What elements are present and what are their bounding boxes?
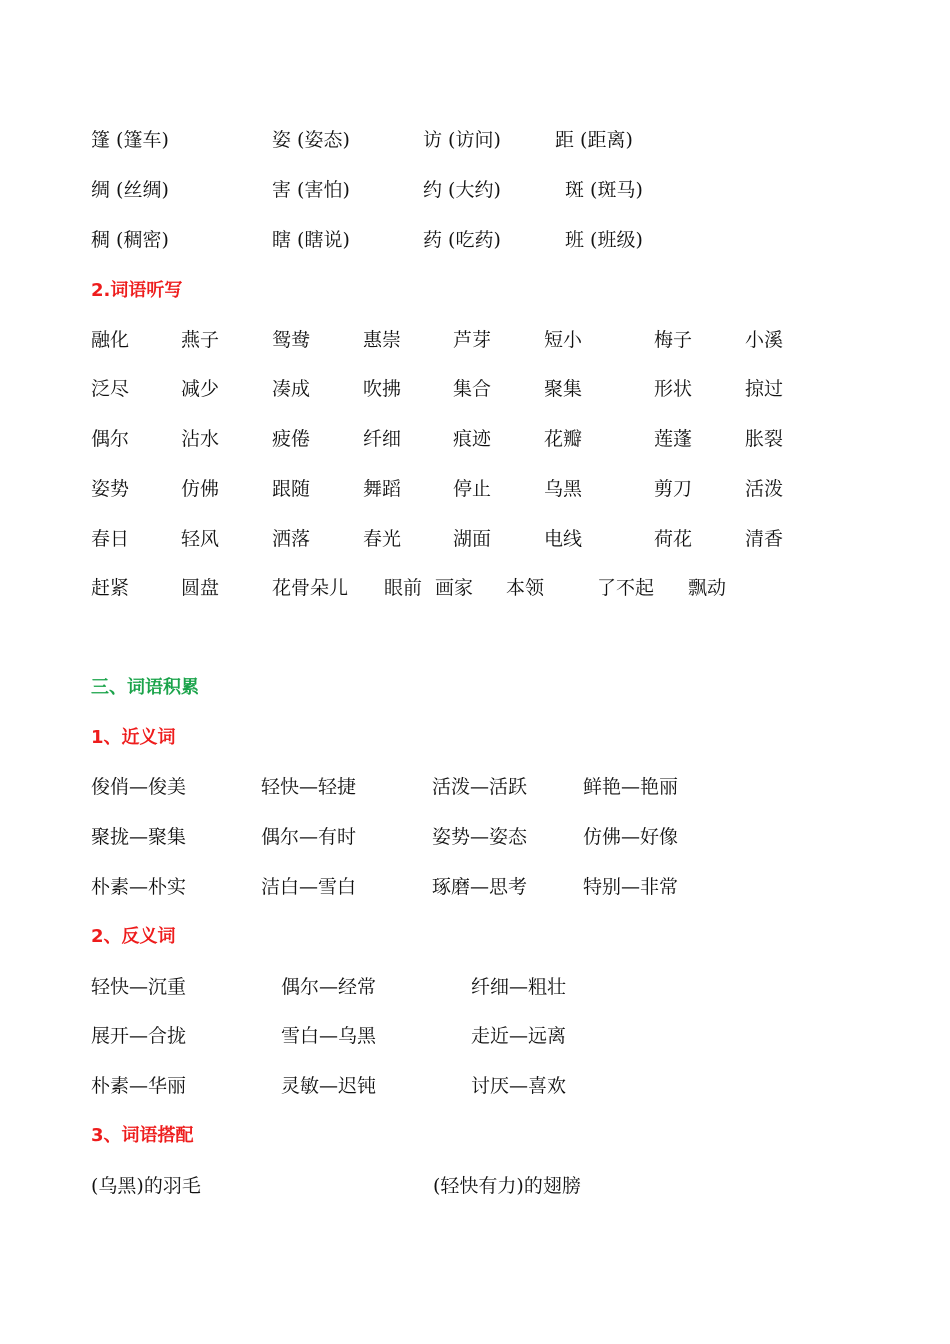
dictation-word: 惠崇 <box>363 329 402 351</box>
dictation-word: 赶紧 <box>91 577 130 599</box>
dictation-word: 集合 <box>453 378 492 400</box>
synonym-pair: 特别—非常 <box>583 876 679 898</box>
antonym-pair: 讨厌—喜欢 <box>471 1075 567 1097</box>
dictation-word: 吹拂 <box>363 378 402 400</box>
char-word: 距 (距离) <box>555 129 633 151</box>
char-word: 斑 (斑马) <box>565 179 643 201</box>
dictation-word: 燕子 <box>181 329 220 351</box>
synonym-pair: 轻快—轻捷 <box>261 776 357 798</box>
antonym-pair: 走近—远离 <box>471 1025 567 1047</box>
dictation-word: 乌黑 <box>544 478 583 500</box>
accumulation-heading: 三、词语积累 <box>91 677 199 698</box>
dictation-word: 仿佛 <box>181 478 220 500</box>
dictation-word: 本领 <box>506 577 545 599</box>
dictation-word: 活泼 <box>745 478 784 500</box>
synonym-pair: 洁白—雪白 <box>261 876 357 898</box>
synonym-pair: 琢磨—思考 <box>432 876 528 898</box>
dictation-word: 掠过 <box>745 378 784 400</box>
dictation-word: 春日 <box>91 528 130 550</box>
antonym-pair: 轻快—沉重 <box>91 976 187 998</box>
dictation-word: 莲蓬 <box>654 428 693 450</box>
dictation-word: 凑成 <box>272 378 311 400</box>
synonym-pair: 聚拢—聚集 <box>91 826 187 848</box>
dictation-word: 芦芽 <box>453 329 492 351</box>
synonyms-heading: 1、近义词 <box>91 727 176 748</box>
dictation-word: 聚集 <box>544 378 583 400</box>
char-word: 约 (大约) <box>423 179 501 201</box>
dictation-word: 泛尽 <box>91 378 130 400</box>
dictation-word: 痕迹 <box>453 428 492 450</box>
dictation-word: 眼前 <box>384 577 423 599</box>
dictation-word: 舞蹈 <box>363 478 402 500</box>
char-word: 姿 (姿态) <box>272 129 350 151</box>
char-word: 访 (访问) <box>423 129 501 151</box>
char-word: 药 (吃药) <box>423 229 501 251</box>
dictation-word: 停止 <box>453 478 492 500</box>
dictation-word: 轻风 <box>181 528 220 550</box>
synonym-pair: 姿势—姿态 <box>432 826 528 848</box>
dictation-word: 偶尔 <box>91 428 130 450</box>
dictation-word: 花骨朵儿 <box>272 577 349 599</box>
dictation-word: 剪刀 <box>654 478 693 500</box>
dictation-word: 纤细 <box>363 428 402 450</box>
char-word: 害 (害怕) <box>272 179 350 201</box>
char-word: 稠 (稠密) <box>91 229 169 251</box>
dictation-word: 跟随 <box>272 478 311 500</box>
collocation-item: (乌黑)的羽毛 <box>91 1175 201 1197</box>
dictation-word: 减少 <box>181 378 220 400</box>
synonym-pair: 鲜艳—艳丽 <box>583 776 679 798</box>
dictation-word: 梅子 <box>654 329 693 351</box>
antonym-pair: 朴素—华丽 <box>91 1075 187 1097</box>
dictation-word: 沾水 <box>181 428 220 450</box>
dictation-word: 融化 <box>91 329 130 351</box>
char-word: 篷 (篷车) <box>91 129 169 151</box>
synonym-pair: 朴素—朴实 <box>91 876 187 898</box>
antonyms-heading: 2、反义词 <box>91 926 176 947</box>
dictation-word: 花瓣 <box>544 428 583 450</box>
char-word: 绸 (丝绸) <box>91 179 169 201</box>
dictation-word: 荷花 <box>654 528 693 550</box>
synonym-pair: 偶尔—有时 <box>261 826 357 848</box>
dictation-word: 疲倦 <box>272 428 311 450</box>
synonym-pair: 仿佛—好像 <box>583 826 679 848</box>
dictation-word: 湖面 <box>453 528 492 550</box>
dictation-word: 姿势 <box>91 478 130 500</box>
dictation-word: 画家 <box>435 577 474 599</box>
synonym-pair: 俊俏—俊美 <box>91 776 187 798</box>
dictation-word: 飘动 <box>688 577 727 599</box>
dictation-heading: 2.词语听写 <box>91 280 183 301</box>
dictation-word: 洒落 <box>272 528 311 550</box>
dictation-word: 春光 <box>363 528 402 550</box>
collocation-item: (轻快有力)的翅膀 <box>433 1175 581 1197</box>
dictation-word: 了不起 <box>597 577 655 599</box>
collocations-heading: 3、词语搭配 <box>91 1125 194 1146</box>
char-word: 班 (班级) <box>565 229 643 251</box>
antonym-pair: 纤细—粗壮 <box>471 976 567 998</box>
dictation-word: 短小 <box>544 329 583 351</box>
synonym-pair: 活泼—活跃 <box>432 776 528 798</box>
dictation-word: 圆盘 <box>181 577 220 599</box>
dictation-word: 胀裂 <box>745 428 784 450</box>
dictation-word: 小溪 <box>745 329 784 351</box>
char-word: 瞎 (瞎说) <box>272 229 350 251</box>
dictation-word: 电线 <box>544 528 583 550</box>
antonym-pair: 雪白—乌黑 <box>281 1025 377 1047</box>
antonym-pair: 偶尔—经常 <box>281 976 377 998</box>
dictation-word: 形状 <box>654 378 693 400</box>
dictation-word: 清香 <box>745 528 784 550</box>
dictation-word: 鸳鸯 <box>272 329 311 351</box>
antonym-pair: 展开—合拢 <box>91 1025 187 1047</box>
antonym-pair: 灵敏—迟钝 <box>281 1075 377 1097</box>
